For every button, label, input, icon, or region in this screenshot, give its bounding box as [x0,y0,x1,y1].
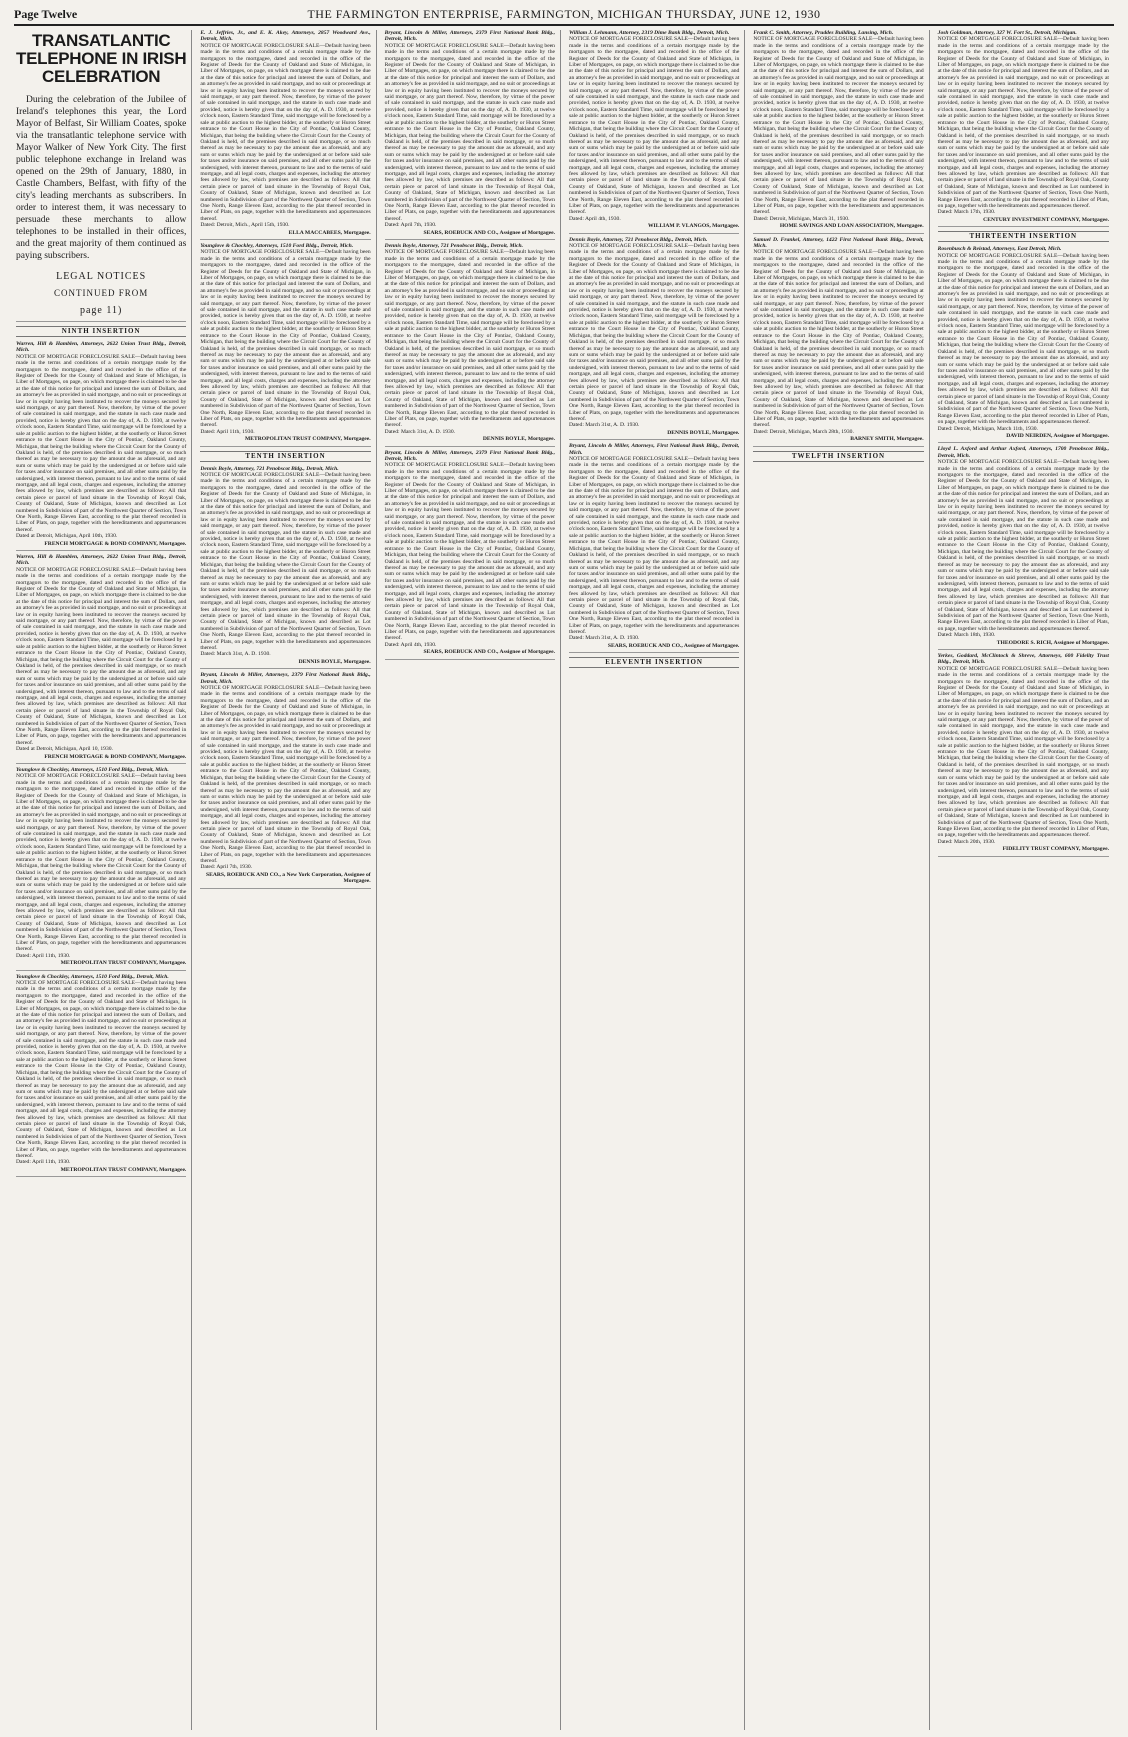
notice-mortgagee: SEARS, ROEBUCK AND CO., Assignee of Mortgagee. [607,642,740,649]
legal-notice [385,30,555,240]
notice-body: NOTICE OF MORTGAGE FORECLOSURE SALE—Default having been made in the terms and conditions of a certain mortgage made by the mortgagors to the mortgagee, dated and recorded in the office of the Register of Deeds for the County of Oakland and State of Michigan, in Liber of Mortgages, on page, on which mortgage there is claimed to be due at the date of this notice for principal and interest the sum of Dollars, and an attorney's fee as provided in said mortgage, and no suit or proceedings at law or in equity having been instituted to recover the moneys secured by said mortgage, or any part thereof. Now, therefore, by virtue of the power of sale contained in said mortgage, and the statute in such case made and provided, notice is hereby given that on the day of, A. D. 1930, at twelve o'clock noon, Eastern Standard Time, said mortgage will be foreclosed by a sale at public auction to the highest bidder, at the southerly or Huron Street entrance to the Court House in the City of Pontiac, Oakland County, Michigan, that being the building where the Circuit Court for the County of Oakland is held, of the premises described in said mortgage, or so much thereof as may be necessary to pay the amount due as aforesaid, and any sum or sums which may be paid by the undersigned at or before said sale for taxes and/or insurance on said premises, and all other sums paid by the undersigned, with interest thereon, pursuant to law and to the terms of said mortgage, and all legal costs, charges and expenses, including the attorney fees allowed by law, which premises are described as follows: All that certain piece or parcel of land situate in the Township of Royal Oak, County of Oakland, State of Michigan, known and described as Lot numbered in Subdivision of part of the Northwest Quarter of Section, Town One North, Range Eleven East, according to the plat thereof recorded in Liber of Plats, on page, together with the hereditaments and appurtenances thereof. [568,456,740,635]
notice-attorney: Dennis Boyle, Attorney, 721 Penobscot Bldg., Detroit, Mich. [200,465,339,472]
page-number: Page Twelve [14,6,78,21]
notice-dated: Dated at Detroit, Michigan, April 10th, 1930. [16,533,118,540]
notice-mortgagee: METROPOLITAN TRUST COMPANY, Mortgagee. [60,960,187,967]
notice-body: NOTICE OF MORTGAGE FORECLOSURE SALE—Default having been made in the terms and conditions of a certain mortgage made by the mortgagors to the mortgagee, dated and recorded in the office of the Register of Deeds for the County of Oakland and State of Michigan, in Liber of Mortgages, on page, on which mortgage there is claimed to be due at the date of this notice for principal and interest the sum of Dollars, and an attorney's fee as provided in said mortgage, and no suit or proceedings at law or in equity having been instituted to recover the moneys secured by said mortgage, or any part thereof. Now, therefore, by virtue of the power of sale contained in said mortgage, and the statute in such case made and provided, notice is hereby given that on the day of, A. D. 1930, at twelve o'clock noon, Eastern Standard Time, said mortgage will be foreclosed by a sale at public auction to the highest bidder, at the southerly or Huron Street entrance to the Court House in the City of Pontiac, Oakland County, Michigan, that being the building where the Circuit Court for the County of Oakland is held, of the premises described in said mortgage, or so much thereof as may be necessary to pay the amount due as aforesaid, and any sum or sums which may be paid by the undersigned at or before said sale for taxes and/or insurance on said premises, and all other sums paid by the undersigned, with interest thereon, pursuant to law and to the terms of said mortgage, and all legal costs, charges and expenses, including the attorney fees allowed by law, which premises are described as follows: All that certain piece or parcel of land situate in the Township of Royal Oak, County of Oakland, State of Michigan, known and described as Lot numbered in Subdivision of part of the Northwest Quarter of Section, Town One North, Range Eleven East, according to the plat thereof recorded in Liber of Plats, on page, together with the hereditaments and appurtenances thereof. [200,472,371,651]
legal-notice [200,672,370,888]
notice-dated: Dated: March 20th, 1930. [937,838,996,845]
notice-body: NOTICE OF MORTGAGE FORECLOSURE SALE—Default having been made in the terms and conditions of a certain mortgage made by the mortgagors to the mortgagee, dated and recorded in the office of the Register of Deeds for the County of Oakland and State of Michigan, in Liber of Mortgages, on page, on which mortgage there is claimed to be due at the date of this notice for principal and interest the sum of Dollars, and an attorney's fee as provided in said mortgage, and no suit or proceedings at law or in equity having been instituted to recover the moneys secured by said mortgage, or any part thereof. Now, therefore, by virtue of the power of sale contained in said mortgage, and the statute in such case made and provided, notice is hereby given that on the day of, A. D. 1930, at twelve o'clock noon, Eastern Standard Time, said mortgage will be foreclosed by a sale at public auction to the highest bidder, at the southerly or Huron Street entrance to the Court House in the City of Pontiac, Oakland County, Michigan, that being the building where the Circuit Court for the County of Oakland is held, of the premises described in said mortgage, or so much thereof as may be necessary to pay the amount due as aforesaid, and any sum or sums which may be paid by the undersigned at or before said sale for taxes and/or insurance on said premises, and all other sums paid by the undersigned, with interest thereon, pursuant to law and to the terms of said mortgage, and all legal costs, charges and expenses, including the attorney fees allowed by law, which premises are described as follows: All that certain piece or parcel of land situate in the Township of Royal Oak, County of Oakland, State of Michigan, known and described as Lot numbered in Subdivision of part of the Northwest Quarter of Section, Town One North, Range Eleven East, according to the plat thereof recorded in Liber of Plats, on page, together with the hereditaments and appurtenances thereof. [937,252,1109,426]
notice-attorney: William J. Lehmann, Attorney, 2319 Dime Bank Bldg., Detroit, Mich. [568,30,730,36]
notice-mortgagee: FRENCH MORTGAGE & BOND COMPANY, Mortgagee. [44,753,187,760]
notice-body: NOTICE OF MORTGAGE FORECLOSURE SALE—Default having been made in the terms and conditions of a certain mortgage made by the mortgagors to the mortgagee, dated and recorded in the office of the Register of Deeds for the County of Oakland and State of Michigan, in Liber of Mortgages, on page, on which mortgage there is claimed to be due at the date of this notice for principal and interest the sum of Dollars, and an attorney's fee as provided in said mortgage, and no suit or proceedings at law or in equity having been instituted to recover the moneys secured by said mortgage, or any part thereof. Now, therefore, by virtue of the power of sale contained in said mortgage, and the statute in such case made and provided, notice is hereby given that on the day of, A. D. 1930, at twelve o'clock noon, Eastern Standard Time, said mortgage will be foreclosed by a sale at public auction to the highest bidder, at the southerly or Huron Street entrance to the Court House in the City of Pontiac, Oakland County, Michigan, that being the building where the Circuit Court for the County of Oakland is held, of the premises described in said mortgage, or so much thereof as may be necessary to pay the amount due as aforesaid, and any sum or sums which may be paid by the undersigned at or before said sale for taxes and/or insurance on said premises, and all other sums paid by the undersigned, with interest thereon, pursuant to law and to the terms of said mortgage, and all legal costs, charges and expenses, including the attorney fees allowed by law, which premises are described as follows: All that certain piece or parcel of land situate in the Township of Royal Oak, County of Oakland, State of Michigan, known and described as Lot numbered in Subdivision of part of the Northwest Quarter of Section, Town One North, Range Eleven East, according to the plat thereof recorded in Liber of Plats, on page, together with the hereditaments and appurtenances thereof. [200,249,371,429]
legal-notice [753,30,923,234]
notice-mortgagee: BARNEY SMITH, Mortgagee. [850,436,924,443]
twelfth-insertion-heading: TWELFTH INSERTION [753,451,923,462]
notice-mortgagee: DENNIS BOYLE, Mortgagee. [298,658,371,665]
legal-notice [753,237,923,447]
notice-mortgagee: DAVID NEIRDEN, Assignee of Mortgagee. [1006,432,1109,439]
legal-notice [938,446,1109,650]
notice-mortgagee: SEARS, ROEBUCK AND CO., a New York Corporation, Assignee of Mortgagee. [205,871,371,885]
notice-attorney: Lloyd L. Axford and Arthur Axford, Attorneys, 1700 Penobscot Bldg., Detroit, Mich. [937,446,1109,459]
column-2 [198,30,376,1730]
notice-attorney: Rosenbusch & Reistad, Attorneys, East Detroit, Mich. [937,246,1062,253]
notice-body: NOTICE OF MORTGAGE FORECLOSURE SALE—Default having been made in the terms and conditions of a certain mortgage made by the mortgagors to the mortgagee, dated and recorded in the office of the Register of Deeds for the County of Oakland and State of Michigan, in Liber of Mortgages, on page, on which mortgage there is claimed to be due at the date of this notice for principal and interest the sum of Dollars, and an attorney's fee as provided in said mortgage, and no suit or proceedings at law or in equity having been instituted to recover the moneys secured by said mortgage, or any part thereof. Now, therefore, by virtue of the power of sale contained in said mortgage, and the statute in such case made and provided, notice is hereby given that on the day of, A. D. 1930, at twelve o'clock noon, Eastern Standard Time, said mortgage will be foreclosed by a sale at public auction to the highest bidder, at the southerly or Huron Street entrance to the Court House in the City of Pontiac, Oakland County, Michigan, that being the building where the Circuit Court for the County of Oakland is held, of the premises described in said mortgage, or so much thereof as may be necessary to pay the amount due as aforesaid, and any sum or sums which may be paid by the undersigned at or before said sale for taxes and/or insurance on said premises, and all other sums paid by the undersigned, with interest thereon, pursuant to law and to the terms of said mortgage, and all legal costs, charges and expenses, including the attorney fees allowed by law, which premises are described as follows: All that certain piece or parcel of land situate in the Township of Royal Oak, County of Oakland, State of Michigan, known and described as Lot numbered in Subdivision of part of the Northwest Quarter of Section, Town One North, Range Eleven East, according to the plat thereof recorded in Liber of Plats, on page, together with the hereditaments and appurtenances thereof. [384,42,555,222]
masthead [14,4,1114,26]
notice-body: NOTICE OF MORTGAGE FORECLOSURE SALE—Default having been made in the terms and conditions of a certain mortgage made by the mortgagors to the mortgagee, dated and recorded in the office of the Register of Deeds for the County of Oakland and State of Michigan, in Liber of Mortgages, on page, on which mortgage there is claimed to be due at the date of this notice for principal and interest the sum of Dollars, and an attorney's fee as provided in said mortgage, and no suit or proceedings at law or in equity having been instituted to recover the moneys secured by said mortgage, or any part thereof. Now, therefore, by virtue of the power of sale contained in said mortgage, and the statute in such case made and provided, notice is hereby given that on the day of, A. D. 1930, at twelve o'clock noon, Eastern Standard Time, said mortgage will be foreclosed by a sale at public auction to the highest bidder, at the southerly or Huron Street entrance to the Court House in the City of Pontiac, Oakland County, Michigan, that being the building where the Circuit Court for the County of Oakland is held, of the premises described in said mortgage, or so much thereof as may be necessary to pay the amount due as aforesaid, and any sum or sums which may be paid by the undersigned at or before said sale for taxes and/or insurance on said premises, and all other sums paid by the undersigned, with interest thereon, pursuant to law and to the terms of said mortgage, and all legal costs, charges and expenses, including the attorney fees allowed by law, which premises are described as follows: All that certain piece or parcel of land situate in the Township of Royal Oak, County of Oakland, State of Michigan, known and described as Lot numbered in Subdivision of part of the Northwest Quarter of Section, Town One North, Range Eleven East, according to the plat thereof recorded in Liber of Plats, on page, together with the hereditaments and appurtenances thereof. [753,36,924,216]
notice-attorney: Younglove & Chockley, Attorneys, 1510 Ford Bldg., Detroit, Mich. [16,973,169,980]
notice-dated: Dated: Detroit, Michigan, March 28th, 1930. [753,428,854,435]
legal-notice [938,246,1109,443]
column-1 [14,30,192,1730]
notice-mortgagee: SEARS, ROEBUCK AND CO., Assignee of Mortgagee. [423,229,555,236]
notice-attorney: Bryant, Lincoln & Miller, Attorneys, 2379 First National Bank Bldg., Detroit, Mich. [384,449,555,462]
notice-dated: Dated: April 11th, 1930. [16,952,71,959]
notice-body: NOTICE OF MORTGAGE FORECLOSURE SALE—Default having been made in the terms and conditions of a certain mortgage made by the mortgagors to the mortgagee, dated and recorded in the office of the Register of Deeds for the County of Oakland and State of Michigan, in Liber of Mortgages, on page, on which mortgage there is claimed to be due at the date of this notice for principal and interest the sum of Dollars, and an attorney's fee as provided in said mortgage, and no suit or proceedings at law or in equity having been instituted to recover the moneys secured by said mortgage, or any part thereof. Now, therefore, by virtue of the power of sale contained in said mortgage, and the statute in such case made and provided, notice is hereby given that on the day of, A. D. 1930, at twelve o'clock noon, Eastern Standard Time, said mortgage will be foreclosed by a sale at public auction to the highest bidder, at the southerly or Huron Street entrance to the Court House in the City of Pontiac, Oakland County, Michigan, that being the building where the Circuit Court for the County of Oakland is held, of the premises described in said mortgage, or so much thereof as may be necessary to pay the amount due as aforesaid, and any sum or sums which may be paid by the undersigned at or before said sale for taxes and/or insurance on said premises, and all other sums paid by the undersigned, with interest thereon, pursuant to law and to the terms of said mortgage, and all legal costs, charges and expenses, including the attorney fees allowed by law, which premises are described as follows: All that certain piece or parcel of land situate in the Township of Royal Oak, County of Oakland, State of Michigan, known and described as Lot numbered in Subdivision of part of the Northwest Quarter of Section, Town One North, Range Eleven East, according to the plat thereof recorded in Liber of Plats, on page, together with the hereditaments and appurtenances thereof. [937,459,1109,632]
story-body: During the celebration of the Jubilee of Ireland's telephones this year, the Lord Mayor of Belfast, Sir William Coates, spoke via the transatlantic telephone service with Mayor Walker of New York City. The first public telephone exchange in Ireland was opened on the 29th of January, 1880, in Castle Chambers, Belfast, with fifty of the city's leading merchants as subscribers. In order to interest them, it was necessary to persuade these merchants to allow telephones to be installed in their offices, and the great majority of them continued as paying subscribers. [16,95,187,261]
notice-attorney: Bryant, Lincoln & Miller, Attorneys, 2379 First National Bank Bldg., Detroit, Mich. [200,672,371,685]
legal-notice [200,243,370,447]
legal-notice [16,767,186,971]
notice-mortgagee: WILLIAM P. VLANGOS, Mortgagee. [647,223,740,230]
notice-body: NOTICE OF MORTGAGE FORECLOSURE SALE—Default having been made in the terms and conditions of a certain mortgage made by the mortgagors to the mortgagee, dated and recorded in the office of the Register of Deeds for the County of Oakland and State of Michigan, in Liber of Mortgages, on page, on which mortgage there is claimed to be due at the date of this notice for principal and interest the sum of Dollars, and an attorney's fee as provided in said mortgage, and no suit or proceedings at law or in equity having been instituted to recover the moneys secured by said mortgage, or any part thereof. Now, therefore, by virtue of the power of sale contained in said mortgage, and the statute in such case made and provided, notice is hereby given that on the day of, A. D. 1930, at twelve o'clock noon, Eastern Standard Time, said mortgage will be foreclosed by a sale at public auction to the highest bidder, at the southerly or Huron Street entrance to the Court House in the City of Pontiac, Oakland County, Michigan, that being the building where the Circuit Court for the County of Oakland is held, of the premises described in said mortgage, or so much thereof as may be necessary to pay the amount due as aforesaid, and any sum or sums which may be paid by the undersigned at or before said sale for taxes and/or insurance on said premises, and all other sums paid by the undersigned, with interest thereon, pursuant to law and to the terms of said mortgage, and all legal costs, charges and expenses, including the attorney fees allowed by law, which premises are described as follows: All that certain piece or parcel of land situate in the Township of Royal Oak, County of Oakland, State of Michigan, known and described as Lot numbered in Subdivision of part of the Northwest Quarter of Section, Town One North, Range Eleven East, according to the plat thereof recorded in Liber of Plats, on page, together with the hereditaments and appurtenances thereof. [16,980,187,1159]
legal-notice [569,237,739,441]
newspaper-title: THE FARMINGTON ENTERPRISE, FARMINGTON, MICHIGAN THURSDAY, JUNE 12, 1930 [307,6,821,21]
notice-attorney: Younglove & Chockley, Attorneys, 1510 Ford Bldg., Detroit, Mich. [16,767,169,773]
notice-dated: Dated: March 31st, A. D. 1930. [568,422,640,429]
ninth-insertion-heading: NINTH INSERTION [16,326,186,337]
notice-body: NOTICE OF MORTGAGE FORECLOSURE SALE—Default having been made in the terms and conditions of a certain mortgage made by the mortgagors to the mortgagee, dated and recorded in the office of the Register of Deeds for the County of Oakland and State of Michigan, in Liber of Mortgages, on page, on which mortgage there is claimed to be due at the date of this notice for principal and interest the sum of Dollars, and an attorney's fee as provided in said mortgage, and no suit or proceedings at law or in equity having been instituted to recover the moneys secured by said mortgage, or any part thereof. Now, therefore, by virtue of the power of sale contained in said mortgage, and the statute in such case made and provided, notice is hereby given that on the day of, A. D. 1930, at twelve o'clock noon, Eastern Standard Time, said mortgage will be foreclosed by a sale at public auction to the highest bidder, at the southerly or Huron Street entrance to the Court House in the City of Pontiac, Oakland County, Michigan, that being the building where the Circuit Court for the County of Oakland is held, of the premises described in said mortgage, or so much thereof as may be necessary to pay the amount due as aforesaid, and any sum or sums which may be paid by the undersigned at or before said sale for taxes and/or insurance on said premises, and all other sums paid by the undersigned, with interest thereon, pursuant to law and to the terms of said mortgage, and all legal costs, charges and expenses, including the attorney fees allowed by law, which premises are described as follows: All that certain piece or parcel of land situate in the Township of Royal Oak, County of Oakland, State of Michigan, known and described as Lot numbered in Subdivision of part of the Northwest Quarter of Section, Town One North, Range Eleven East, according to the plat thereof recorded in Liber of Plats, on page, together with the hereditaments and appurtenances thereof. [16,353,187,533]
notice-dated: Dated: April 11th, 1930. [16,1159,71,1166]
column-4 [567,30,745,1730]
page-columns [14,30,1114,1730]
notice-body: NOTICE OF MORTGAGE FORECLOSURE SALE—Default having been made in the terms and conditions of a certain mortgage made by the mortgagors to the mortgagee, dated and recorded in the office of the Register of Deeds for the County of Oakland and State of Michigan, in Liber of Mortgages, on page, on which mortgage there is claimed to be due at the date of this notice for principal and interest the sum of Dollars, and an attorney's fee as provided in said mortgage, and no suit or proceedings at law or in equity having been instituted to recover the moneys secured by said mortgage, or any part thereof. Now, therefore, by virtue of the power of sale contained in said mortgage, and the statute in such case made and provided, notice is hereby given that on the day of, A. D. 1930, at twelve o'clock noon, Eastern Standard Time, said mortgage will be foreclosed by a sale at public auction to the highest bidder, at the southerly or Huron Street entrance to the Court House in the City of Pontiac, Oakland County, Michigan, that being the building where the Circuit Court for the County of Oakland is held, of the premises described in said mortgage, or so much thereof as may be necessary to pay the amount due as aforesaid, and any sum or sums which may be paid by the undersigned at or before said sale for taxes and/or insurance on said premises, and all other sums paid by the undersigned, with interest thereon, pursuant to law and to the terms of said mortgage, and all legal costs, charges and expenses, including the attorney fees allowed by law, which premises are described as follows: All that certain piece or parcel of land situate in the Township of Royal Oak, County of Oakland, State of Michigan, known and described as Lot numbered in Subdivision of part of the Northwest Quarter of Section, Town One North, Range Eleven East, according to the plat thereof recorded in Liber of Plats, on page, together with the hereditaments and appurtenances thereof. [568,243,740,422]
notice-attorney: Warren, Hill & Hamblen, Attorneys, 2622 Union Trust Bldg., Detroit, Mich. [16,341,187,354]
notice-attorney: Warren, Hill & Hamblen, Attorneys, 2622 Union Trust Bldg., Detroit, Mich. [16,554,187,567]
notice-dated: Dated at Detroit, Michigan, April 10, 1930. [16,746,113,753]
notice-dated: Dated: Detroit, Michigan, March 31, 1930. [753,215,850,222]
notice-body: NOTICE OF MORTGAGE FORECLOSURE SALE—Default having been made in the terms and conditions of a certain mortgage made by the mortgagors to the mortgagee, dated and recorded in the office of the Register of Deeds for the County of Oakland and State of Michigan, in Liber of Mortgages, on page, on which mortgage there is claimed to be due at the date of this notice for principal and interest the sum of Dollars, and an attorney's fee as provided in said mortgage, and no suit or proceedings at law or in equity having been instituted to recover the moneys secured by said mortgage, or any part thereof. Now, therefore, by virtue of the power of sale contained in said mortgage, and the statute in such case made and provided, notice is hereby given that on the day of, A. D. 1930, at twelve o'clock noon, Eastern Standard Time, said mortgage will be foreclosed by a sale at public auction to the highest bidder, at the southerly or Huron Street entrance to the Court House in the City of Pontiac, Oakland County, Michigan, that being the building where the Circuit Court for the County of Oakland is held, of the premises described in said mortgage, or so much thereof as may be necessary to pay the amount due as aforesaid, and any sum or sums which may be paid by the undersigned at or before said sale for taxes and/or insurance on said premises, and all other sums paid by the undersigned, with interest thereon, pursuant to law and to the terms of said mortgage, and all legal costs, charges and expenses, including the attorney fees allowed by law, which premises are described as follows: All that certain piece or parcel of land situate in the Township of Royal Oak, County of Oakland, State of Michigan, known and described as Lot numbered in Subdivision of part of the Northwest Quarter of Section, Town One North, Range Eleven East, according to the plat thereof recorded in Liber of Plats, on page, together with the hereditaments and appurtenances thereof. [16,566,187,746]
notice-attorney: Younglove & Chockley, Attorneys, 1510 Ford Bldg., Detroit, Mich. [200,243,354,249]
notice-body: NOTICE OF MORTGAGE FORECLOSURE SALE—Default having been made in the terms and conditions of a certain mortgage made by the mortgagors to the mortgagee, dated and recorded in the office of the Register of Deeds for the County of Oakland and State of Michigan, in Liber of Mortgages, on page, on which mortgage there is claimed to be due at the date of this notice for principal and interest the sum of Dollars, and an attorney's fee as provided in said mortgage, and no suit or proceedings at law or in equity having been instituted to recover the moneys secured by said mortgage, or any part thereof. Now, therefore, by virtue of the power of sale contained in said mortgage, and the statute in such case made and provided, notice is hereby given that on the day of, A. D. 1930, at twelve o'clock noon, Eastern Standard Time, said mortgage will be foreclosed by a sale at public auction to the highest bidder, at the southerly or Huron Street entrance to the Court House in the City of Pontiac, Oakland County, Michigan, that being the building where the Circuit Court for the County of Oakland is held, of the premises described in said mortgage, or so much thereof as may be necessary to pay the amount due as aforesaid, and any sum or sums which may be paid by the undersigned at or before said sale for taxes and/or insurance on said premises, and all other sums paid by the undersigned, with interest thereon, pursuant to law and to the terms of said mortgage, and all legal costs, charges and expenses, including the attorney fees allowed by law, which premises are described as follows: All that certain piece or parcel of land situate in the Township of Royal Oak, County of Oakland, State of Michigan, known and described as Lot numbered in Subdivision of part of the Northwest Quarter of Section, Town One North, Range Eleven East, according to the plat thereof recorded in Liber of Plats, on page, together with the hereditaments and appurtenances thereof. [568,36,740,216]
thirteenth-insertion-heading: THIRTEENTH INSERTION [938,231,1109,242]
legal-notice [16,974,186,1178]
tenth-insertion-heading: TENTH INSERTION [200,451,370,462]
legal-notice [16,554,186,764]
legal-notice [938,30,1109,227]
notice-dated: Dated: April 4th, 1930. [384,641,437,648]
legal-notice [385,243,555,447]
notice-body: NOTICE OF MORTGAGE FORECLOSURE SALE—Default having been made in the terms and conditions of a certain mortgage made by the mortgagors to the mortgagee, dated and recorded in the office of the Register of Deeds for the County of Oakland and State of Michigan, in Liber of Mortgages, on page, on which mortgage there is claimed to be due at the date of this notice for principal and interest the sum of Dollars, and an attorney's fee as provided in said mortgage, and no suit or proceedings at law or in equity having been instituted to recover the moneys secured by said mortgage, or any part thereof. Now, therefore, by virtue of the power of sale contained in said mortgage, and the statute in such case made and provided, notice is hereby given that on the day of, A. D. 1930, at twelve o'clock noon, Eastern Standard Time, said mortgage will be foreclosed by a sale at public auction to the highest bidder, at the southerly or Huron Street entrance to the Court House in the City of Pontiac, Oakland County, Michigan, that being the building where the Circuit Court for the County of Oakland is held, of the premises described in said mortgage, or so much thereof as may be necessary to pay the amount due as aforesaid, and any sum or sums which may be paid by the undersigned at or before said sale for taxes and/or insurance on said premises, and all other sums paid by the undersigned, with interest thereon, pursuant to law and to the terms of said mortgage, and all legal costs, charges and expenses, including the attorney fees allowed by law, which premises are described as follows: All that certain piece or parcel of land situate in the Township of Royal Oak, County of Oakland, State of Michigan, known and described as Lot numbered in Subdivision of part of the Northwest Quarter of Section, Town One North, Range Eleven East, according to the plat thereof recorded in Liber of Plats, on page, together with the hereditaments and appurtenances thereof. [16,773,187,953]
notice-dated: Dated: April 4th, 1930. [568,215,621,222]
legal-notice [938,653,1109,857]
notice-mortgagee: DENNIS BOYLE, Mortgagee. [667,429,740,436]
notice-attorney: Bryant, Lincoln & Miller, Attorneys, First National Bank Bldg., Detroit, Mich. [568,443,740,456]
notice-mortgagee: CENTURY INVESTMENT COMPANY, Mortgagee. [983,216,1109,223]
notice-dated: Dated: Detroit, Mich., April 15th, 1930. [200,222,290,229]
column-5 [751,30,929,1730]
legal-notices-heading: LEGAL NOTICES [56,271,147,282]
notice-dated: Dated: April 11th, 1930. [200,428,255,435]
notice-body: NOTICE OF MORTGAGE FORECLOSURE SALE—Default having been made in the terms and conditions of a certain mortgage made by the mortgagors to the mortgagee, dated and recorded in the office of the Register of Deeds for the County of Oakland and State of Michigan, in Liber of Mortgages, on page, on which mortgage there is claimed to be due at the date of this notice for principal and interest the sum of Dollars, and an attorney's fee as provided in said mortgage, and no suit or proceedings at law or in equity having been instituted to recover the moneys secured by said mortgage, or any part thereof. Now, therefore, by virtue of the power of sale contained in said mortgage, and the statute in such case made and provided, notice is hereby given that on the day of, A. D. 1930, at twelve o'clock noon, Eastern Standard Time, said mortgage will be foreclosed by a sale at public auction to the highest bidder, at the southerly or Huron Street entrance to the Court House in the City of Pontiac, Oakland County, Michigan, that being the building where the Circuit Court for the County of Oakland is held, of the premises described in said mortgage, or so much thereof as may be necessary to pay the amount due as aforesaid, and any sum or sums which may be paid by the undersigned at or before said sale for taxes and/or insurance on said premises, and all other sums paid by the undersigned, with interest thereon, pursuant to law and to the terms of said mortgage, and all legal costs, charges and expenses, including the attorney fees allowed by law, which premises are described as follows: All that certain piece or parcel of land situate in the Township of Royal Oak, County of Oakland, State of Michigan, known and described as Lot numbered in Subdivision of part of the Northwest Quarter of Section, Town One North, Range Eleven East, according to the plat thereof recorded in Liber of Plats, on page, together with the hereditaments and appurtenances thereof. [937,36,1109,209]
notice-mortgagee: FRENCH MORTGAGE & BOND COMPANY, Mortgagee. [44,540,187,547]
legal-notice [200,30,370,240]
notice-mortgagee: FIDELITY TRUST COMPANY, Mortgagee. [1002,846,1109,853]
legal-notice [569,443,739,653]
notice-body: NOTICE OF MORTGAGE FORECLOSURE SALE—Default having been made in the terms and conditions of a certain mortgage made by the mortgagors to the mortgagee, dated and recorded in the office of the Register of Deeds for the County of Oakland and State of Michigan, in Liber of Mortgages, on page, on which mortgage there is claimed to be due at the date of this notice for principal and interest the sum of Dollars, and an attorney's fee as provided in said mortgage, and no suit or proceedings at law or in equity having been instituted to recover the moneys secured by said mortgage, or any part thereof. Now, therefore, by virtue of the power of sale contained in said mortgage, and the statute in such case made and provided, notice is hereby given that on the day of, A. D. 1930, at twelve o'clock noon, Eastern Standard Time, said mortgage will be foreclosed by a sale at public auction to the highest bidder, at the southerly or Huron Street entrance to the Court House in the City of Pontiac, Oakland County, Michigan, that being the building where the Circuit Court for the County of Oakland is held, of the premises described in said mortgage, or so much thereof as may be necessary to pay the amount due as aforesaid, and any sum or sums which may be paid by the undersigned at or before said sale for taxes and/or insurance on said premises, and all other sums paid by the undersigned, with interest thereon, pursuant to law and to the terms of said mortgage, and all legal costs, charges and expenses, including the attorney fees allowed by law, which premises are described as follows: All that certain piece or parcel of land situate in the Township of Royal Oak, County of Oakland, State of Michigan, known and described as Lot numbered in Subdivision of part of the Northwest Quarter of Section, Town One North, Range Eleven East, according to the plat thereof recorded in Liber of Plats, on page, together with the hereditaments and appurtenances thereof. [753,249,924,429]
notice-body: NOTICE OF MORTGAGE FORECLOSURE SALE—Default having been made in the terms and conditions of a certain mortgage made by the mortgagors to the mortgagee, dated and recorded in the office of the Register of Deeds for the County of Oakland and State of Michigan, in Liber of Mortgages, on page, on which mortgage there is claimed to be due at the date of this notice for principal and interest the sum of Dollars, and an attorney's fee as provided in said mortgage, and no suit or proceedings at law or in equity having been instituted to recover the moneys secured by said mortgage, or any part thereof. Now, therefore, by virtue of the power of sale contained in said mortgage, and the statute in such case made and provided, notice is hereby given that on the day of, A. D. 1930, at twelve o'clock noon, Eastern Standard Time, said mortgage will be foreclosed by a sale at public auction to the highest bidder, at the southerly or Huron Street entrance to the Court House in the City of Pontiac, Oakland County, Michigan, that being the building where the Circuit Court for the County of Oakland is held, of the premises described in said mortgage, or so much thereof as may be necessary to pay the amount due as aforesaid, and any sum or sums which may be paid by the undersigned at or before said sale for taxes and/or insurance on said premises, and all other sums paid by the undersigned, with interest thereon, pursuant to law and to the terms of said mortgage, and all legal costs, charges and expenses, including the attorney fees allowed by law, which premises are described as follows: All that certain piece or parcel of land situate in the Township of Royal Oak, County of Oakland, State of Michigan, known and described as Lot numbered in Subdivision of part of the Northwest Quarter of Section, Town One North, Range Eleven East, according to the plat thereof recorded in Liber of Plats, on page, together with the hereditaments and appurtenances thereof. [200,42,371,222]
notice-dated: Dated: April 7th, 1930. [200,864,253,871]
notice-mortgagee: METROPOLITAN TRUST COMPANY, Mortgagee. [60,1166,187,1173]
notice-attorney: Josh Goldman, Attorney, 327 W. Fort St., Detroit, Michigan. [937,30,1077,36]
notice-attorney: Bryant, Lincoln & Miller, Attorneys, 2379 First National Bank Bldg., Detroit, Mich. [384,30,555,43]
notice-attorney: E. J. Jeffries, Jr., and E. K. Akey, Attorneys, 2857 Woodward Ave., Detroit, Mich. [200,30,371,43]
story-headline: TRANSATLANTIC TELEPHONE IN IRISH CELEBRATION [16,31,187,86]
notice-dated: Dated: Detroit, Michigan, March 11th, 1930. [937,425,1038,432]
notice-mortgagee: HOME SAVINGS AND LOAN ASSOCIATION, Mortgagee. [779,223,924,230]
eleventh-insertion-heading: ELEVENTH INSERTION [569,657,739,668]
notice-dated: Dated: March 31st, A. D. 1930. [568,635,640,642]
legal-notice [200,466,370,670]
notice-dated: Dated: March 31st, A. D. 1930. [384,428,456,435]
notice-body: NOTICE OF MORTGAGE FORECLOSURE SALE—Default having been made in the terms and conditions of a certain mortgage made by the mortgagors to the mortgagee, dated and recorded in the office of the Register of Deeds for the County of Oakland and State of Michigan, in Liber of Mortgages, on page, on which mortgage there is claimed to be due at the date of this notice for principal and interest the sum of Dollars, and an attorney's fee as provided in said mortgage, and no suit or proceedings at law or in equity having been instituted to recover the moneys secured by said mortgage, or any part thereof. Now, therefore, by virtue of the power of sale contained in said mortgage, and the statute in such case made and provided, notice is hereby given that on the day of, A. D. 1930, at twelve o'clock noon, Eastern Standard Time, said mortgage will be foreclosed by a sale at public auction to the highest bidder, at the southerly or Huron Street entrance to the Court House in the City of Pontiac, Oakland County, Michigan, that being the building where the Circuit Court for the County of Oakland is held, of the premises described in said mortgage, or so much thereof as may be necessary to pay the amount due as aforesaid, and any sum or sums which may be paid by the undersigned at or before said sale for taxes and/or insurance on said premises, and all other sums paid by the undersigned, with interest thereon, pursuant to law and to the terms of said mortgage, and all legal costs, charges and expenses, including the attorney fees allowed by law, which premises are described as follows: All that certain piece or parcel of land situate in the Township of Royal Oak, County of Oakland, State of Michigan, known and described as Lot numbered in Subdivision of part of the Northwest Quarter of Section, Town One North, Range Eleven East, according to the plat thereof recorded in Liber of Plats, on page, together with the hereditaments and appurtenances thereof. [384,462,555,642]
notice-mortgagee: SEARS, ROEBUCK AND CO., Assignee of Mortgagee. [423,649,555,656]
notice-mortgagee: METROPOLITAN TRUST COMPANY, Mortgagee. [244,436,371,443]
notice-dated: Dated: March 31st, A. D. 1930. [200,651,271,658]
notice-dated: Dated: March 17th, 1930. [937,209,996,216]
notice-attorney: Samuel D. Frankel, Attorney, 1422 First National Bank Bldg., Detroit, Mich. [753,236,924,249]
notice-dated: Dated: April 7th, 1930. [384,222,437,229]
notice-mortgagee: ELLA MACCABEES, Mortgagee. [288,229,371,236]
column-6 [936,30,1114,1730]
notice-attorney: Dennis Boyle, Attorney, 721 Penobscot Bldg., Detroit, Mich. [384,243,523,249]
legal-notice [569,30,739,234]
notice-attorney: Yerkes, Goddard, McClintock & Shreve, Attorneys, 600 Fidelity Trust Bldg., Detroit, Mich. [937,652,1109,666]
page-reference: page 11) [79,305,123,316]
notice-mortgagee: THEODORE S. RICH, Assignee of Mortgagee. [996,639,1109,646]
legal-notice [385,450,555,660]
notice-body: NOTICE OF MORTGAGE FORECLOSURE SALE—Default having been made in the terms and conditions of a certain mortgage made by the mortgagors to the mortgagee, dated and recorded in the office of the Register of Deeds for the County of Oakland and State of Michigan, in Liber of Mortgages, on page, on which mortgage there is claimed to be due at the date of this notice for principal and interest the sum of Dollars, and an attorney's fee as provided in said mortgage, and no suit or proceedings at law or in equity having been instituted to recover the moneys secured by said mortgage, or any part thereof. Now, therefore, by virtue of the power of sale contained in said mortgage, and the statute in such case made and provided, notice is hereby given that on the day of, A. D. 1930, at twelve o'clock noon, Eastern Standard Time, said mortgage will be foreclosed by a sale at public auction to the highest bidder, at the southerly or Huron Street entrance to the Court House in the City of Pontiac, Oakland County, Michigan, that being the building where the Circuit Court for the County of Oakland is held, of the premises described in said mortgage, or so much thereof as may be necessary to pay the amount due as aforesaid, and any sum or sums which may be paid by the undersigned at or before said sale for taxes and/or insurance on said premises, and all other sums paid by the undersigned, with interest thereon, pursuant to law and to the terms of said mortgage, and all legal costs, charges and expenses, including the attorney fees allowed by law, which premises are described as follows: All that certain piece or parcel of land situate in the Township of Royal Oak, County of Oakland, State of Michigan, known and described as Lot numbered in Subdivision of part of the Northwest Quarter of Section, Town One North, Range Eleven East, according to the plat thereof recorded in Liber of Plats, on page, together with the hereditaments and appurtenances thereof. [200,685,371,864]
column-3 [383,30,561,1730]
notice-body: NOTICE OF MORTGAGE FORECLOSURE SALE—Default having been made in the terms and conditions of a certain mortgage made by the mortgagors to the mortgagee, dated and recorded in the office of the Register of Deeds for the County of Oakland and State of Michigan, in Liber of Mortgages, on page, on which mortgage there is claimed to be due at the date of this notice for principal and interest the sum of Dollars, and an attorney's fee as provided in said mortgage, and no suit or proceedings at law or in equity having been instituted to recover the moneys secured by said mortgage, or any part thereof. Now, therefore, by virtue of the power of sale contained in said mortgage, and the statute in such case made and provided, notice is hereby given that on the day of, A. D. 1930, at twelve o'clock noon, Eastern Standard Time, said mortgage will be foreclosed by a sale at public auction to the highest bidder, at the southerly or Huron Street entrance to the Court House in the City of Pontiac, Oakland County, Michigan, that being the building where the Circuit Court for the County of Oakland is held, of the premises described in said mortgage, or so much thereof as may be necessary to pay the amount due as aforesaid, and any sum or sums which may be paid by the undersigned at or before said sale for taxes and/or insurance on said premises, and all other sums paid by the undersigned, with interest thereon, pursuant to law and to the terms of said mortgage, and all legal costs, charges and expenses, including the attorney fees allowed by law, which premises are described as follows: All that certain piece or parcel of land situate in the Township of Royal Oak, County of Oakland, State of Michigan, known and described as Lot numbered in Subdivision of part of the Northwest Quarter of Section, Town One North, Range Eleven East, according to the plat thereof recorded in Liber of Plats, on page, together with the hereditaments and appurtenances thereof. [937,665,1109,839]
notice-dated: Dated: March 18th, 1930. [937,632,996,639]
notice-body: NOTICE OF MORTGAGE FORECLOSURE SALE—Default having been made in the terms and conditions of a certain mortgage made by the mortgagors to the mortgagee, dated and recorded in the office of the Register of Deeds for the County of Oakland and State of Michigan, in Liber of Mortgages, on page, on which mortgage there is claimed to be due at the date of this notice for principal and interest the sum of Dollars, and an attorney's fee as provided in said mortgage, and no suit or proceedings at law or in equity having been instituted to recover the moneys secured by said mortgage, or any part thereof. Now, therefore, by virtue of the power of sale contained in said mortgage, and the statute in such case made and provided, notice is hereby given that on the day of, A. D. 1930, at twelve o'clock noon, Eastern Standard Time, said mortgage will be foreclosed by a sale at public auction to the highest bidder, at the southerly or Huron Street entrance to the Court House in the City of Pontiac, Oakland County, Michigan, that being the building where the Circuit Court for the County of Oakland is held, of the premises described in said mortgage, or so much thereof as may be necessary to pay the amount due as aforesaid, and any sum or sums which may be paid by the undersigned at or before said sale for taxes and/or insurance on said premises, and all other sums paid by the undersigned, with interest thereon, pursuant to law and to the terms of said mortgage, and all legal costs, charges and expenses, including the attorney fees allowed by law, which premises are described as follows: All that certain piece or parcel of land situate in the Township of Royal Oak, County of Oakland, State of Michigan, known and described as Lot numbered in Subdivision of part of the Northwest Quarter of Section, Town One North, Range Eleven East, according to the plat thereof recorded in Liber of Plats, on page, together with the hereditaments and appurtenances thereof. [384,249,555,429]
notice-mortgagee: DENNIS BOYLE, Mortgagee. [482,436,555,443]
notice-attorney: Frank C. Smith, Attorney, Pruddes Building, Lansing, Mich. [753,30,894,36]
continued-from: CONTINUED FROM [54,288,149,298]
legal-notice [16,341,186,551]
notice-attorney: Dennis Boyle, Attorney, 721 Penobscot Bldg., Detroit, Mich. [568,236,708,243]
